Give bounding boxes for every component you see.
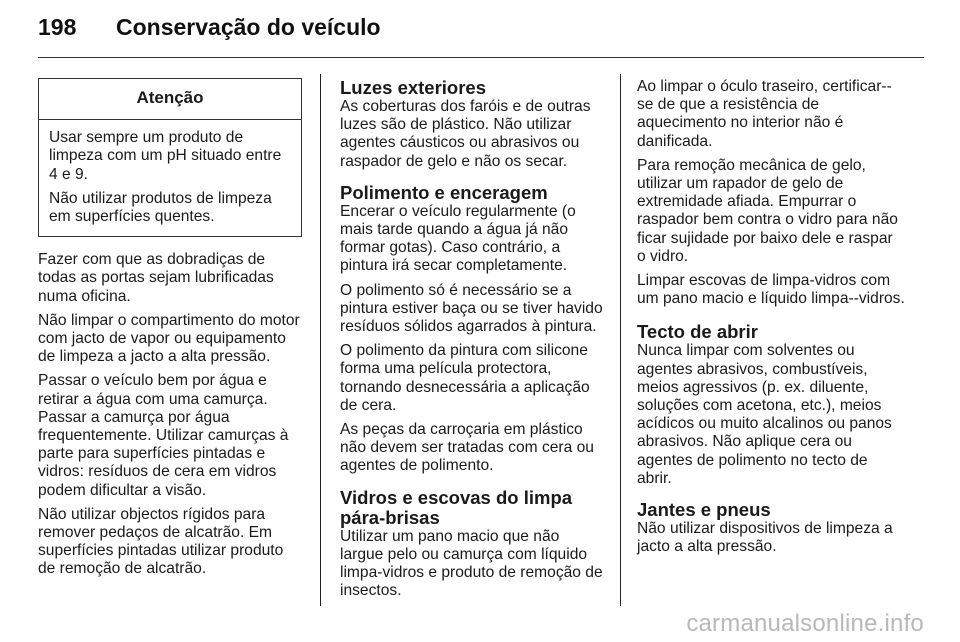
body-paragraph: Limpar escovas de limpa-vidros com um pano macio e líquido limpa--vidros. (637, 272, 905, 308)
page-header (38, 14, 381, 41)
column-divider (620, 74, 621, 606)
header-rule (38, 57, 924, 58)
body-paragraph: Ao limpar o óculo traseiro, certificar--se de que a resistência de aquecimento no interior não é danificada. (637, 78, 892, 150)
column-middle (340, 78, 606, 612)
section-heading: Luzes exteriores (340, 77, 487, 98)
body-paragraph: As peças da carroçaria em plástico não devem ser tratadas com cera ou agentes de polimento. (340, 421, 594, 475)
body-paragraph: Utilizar um pano macio que não largue pelo ou camurça com líquido limpa-vidros e produto de remoção de insectos. (340, 527, 603, 600)
callout-paragraph: Não utilizar produtos de limpeza em superfícies quentes. (49, 189, 272, 226)
body-paragraph: Encerar o veículo regularmente (o mais tarde quando a água já não formar gotas). Caso contrário, a pintura irá secar completamente. (340, 202, 576, 275)
body-paragraph: Não limpar o compartimento do motor com jacto de vapor ou equipamento de limpeza a jacto a alta pressão. (38, 311, 300, 366)
body-paragraph: Passar o veículo bem por água e retirar a água com uma camurça. Passar a camurça por água frequentemente. Utilizar camurças à parte para superfícies pintadas e vidros: resíduos de cera em vidros podem dificultar a visão. (38, 372, 289, 499)
section-exterior-lights (340, 78, 606, 171)
callout-title: Atenção (39, 79, 301, 120)
section-sunroof (637, 322, 905, 488)
body-paragraph: Não utilizar dispositivos de limpeza a jacto a alta pressão. (637, 520, 893, 556)
warning-callout (38, 78, 302, 237)
section-glass-wipers (340, 488, 606, 601)
section-heading: Vidros e escovas do limpa pára-brisas (340, 486, 573, 528)
callout-body (39, 120, 301, 236)
body-paragraph: As coberturas dos faróis e de outras luzes são de plástico. Não utilizar agentes cáusticos ou abrasivos ou raspador de gelo e não os secar. (340, 98, 591, 170)
section-heading: Jantes e pneus (637, 499, 771, 521)
page-title: Conservação do veículo (116, 14, 381, 40)
page-number: 198 (38, 14, 77, 40)
body-paragraph: Fazer com que as dobradiças de todas as portas sejam lubrificadas numa oficina. (38, 251, 274, 305)
column-right (637, 78, 905, 568)
watermark: carmanualsonline.info (686, 610, 924, 637)
column-left (38, 78, 304, 585)
column-divider (320, 74, 321, 606)
body-paragraph: O polimento só é necessário se a pintura estiver baça ou se tiver havido resíduos sólidos agarrados à pintura. (340, 281, 603, 336)
body-paragraph: Não utilizar objectos rígidos para remover pedaços de alcatrão. Em superfícies pintadas utilizar produto de remoção de alcatrão. (38, 505, 284, 578)
section-polishing (340, 183, 606, 476)
body-paragraph: Para remoção mecânica de gelo, utilizar um rapador de gelo de extremidade afiada. Empurrar o raspador bem contra o vidro para não ficar sujidade por baixo dele e raspar o vidro. (637, 156, 898, 265)
section-heading: Polimento e enceragem (340, 181, 548, 203)
section-heading: Tecto de abrir (637, 321, 758, 343)
body-paragraph: Nunca limpar com solventes ou agentes abrasivos, combustíveis, meios agressivos (p. ex. diluente, soluções com acetona, etc.), meios acídicos ou muito alcalinos ou panos abrasivos. Não aplique cera ou agentes de polimento no tecto de abrir. (637, 342, 892, 487)
body-paragraph: O polimento da pintura com silicone forma uma película protectora, tornando desnecessária a aplicação de cera. (340, 342, 590, 414)
section-wheels-tyres (637, 500, 905, 556)
callout-paragraph: Usar sempre um produto de limpeza com um pH situado entre 4 e 9. (49, 129, 282, 183)
